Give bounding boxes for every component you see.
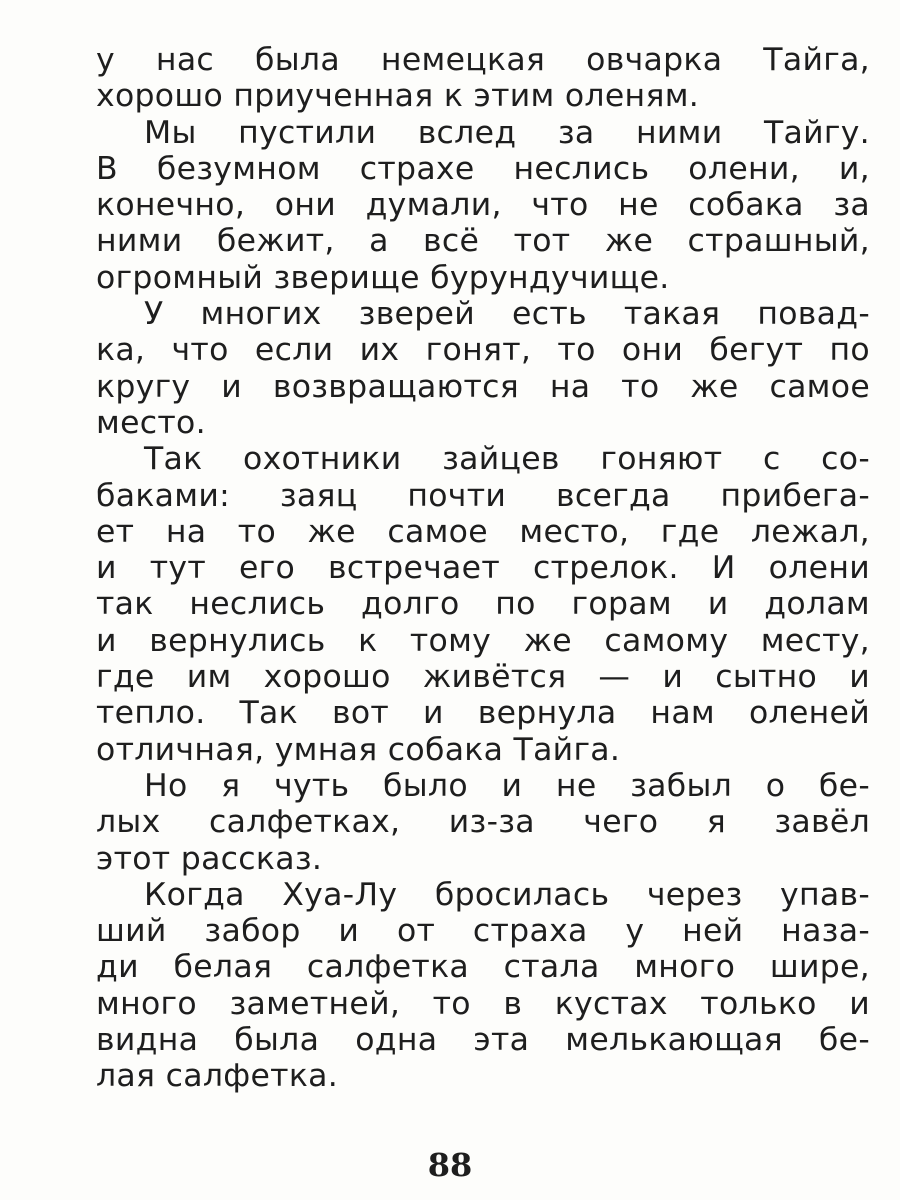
text-line: где им хорошо живётся — и сытно и [96,659,870,696]
text-line: ший забор и от страха у ней наза- [96,913,870,950]
text-line: ними бежит, а всё тот же страшный, [96,223,870,260]
text-line: лая салфетка. [96,1058,339,1095]
text-line: Так охотники зайцев гоняют с со- [144,441,870,478]
body-text [96,42,870,1095]
text-line: хорошо приученная к этим оленям. [96,78,700,115]
text-line: Но я чуть было и не забыл о бе- [144,767,870,804]
text-line: ет на то же самое место, где лежал, [96,513,870,550]
text-line: и вернулись к тому же самому месту, [96,622,870,659]
text-line: так неслись долго по горам и долам [96,586,870,623]
text-line: этот рассказ. [96,840,323,877]
text-line: Когда Хуа-Лу бросилась через упав- [144,876,870,913]
text-line: видна была одна эта мелькающая бе- [96,1022,870,1059]
text-line: у нас была немецкая овчарка Тайга, [96,42,870,78]
text-line: тепло. Так вот и вернула нам оленей [96,695,870,732]
text-line: и тут его встречает стрелок. И олени [96,550,870,587]
text-line: огромный зверище бурундучище. [96,259,670,296]
text-line: У многих зверей есть такая повад- [144,296,870,333]
page-number: 88 [427,1146,473,1184]
text-line: место. [96,404,206,441]
text-line: кругу и возвращаются на то же самое [96,368,870,405]
text-line: Мы пустили вслед за ними Тайгу. [144,114,870,151]
text-line: ка, что если их гонят, то они бегут по [96,332,870,369]
text-line: лых салфетках, из-за чего я завёл [96,804,870,841]
text-line: отличная, умная собака Тайга. [96,731,621,768]
text-line: конечно, они думали, что не собака за [96,187,870,224]
text-line: ди белая салфетка стала много шире, [96,949,870,986]
text-line: баками: заяц почти всегда прибега- [96,477,870,514]
text-line: В безумном страхе неслись олени, и, [96,150,870,187]
text-line: много заметней, то в кустах только и [96,985,870,1022]
